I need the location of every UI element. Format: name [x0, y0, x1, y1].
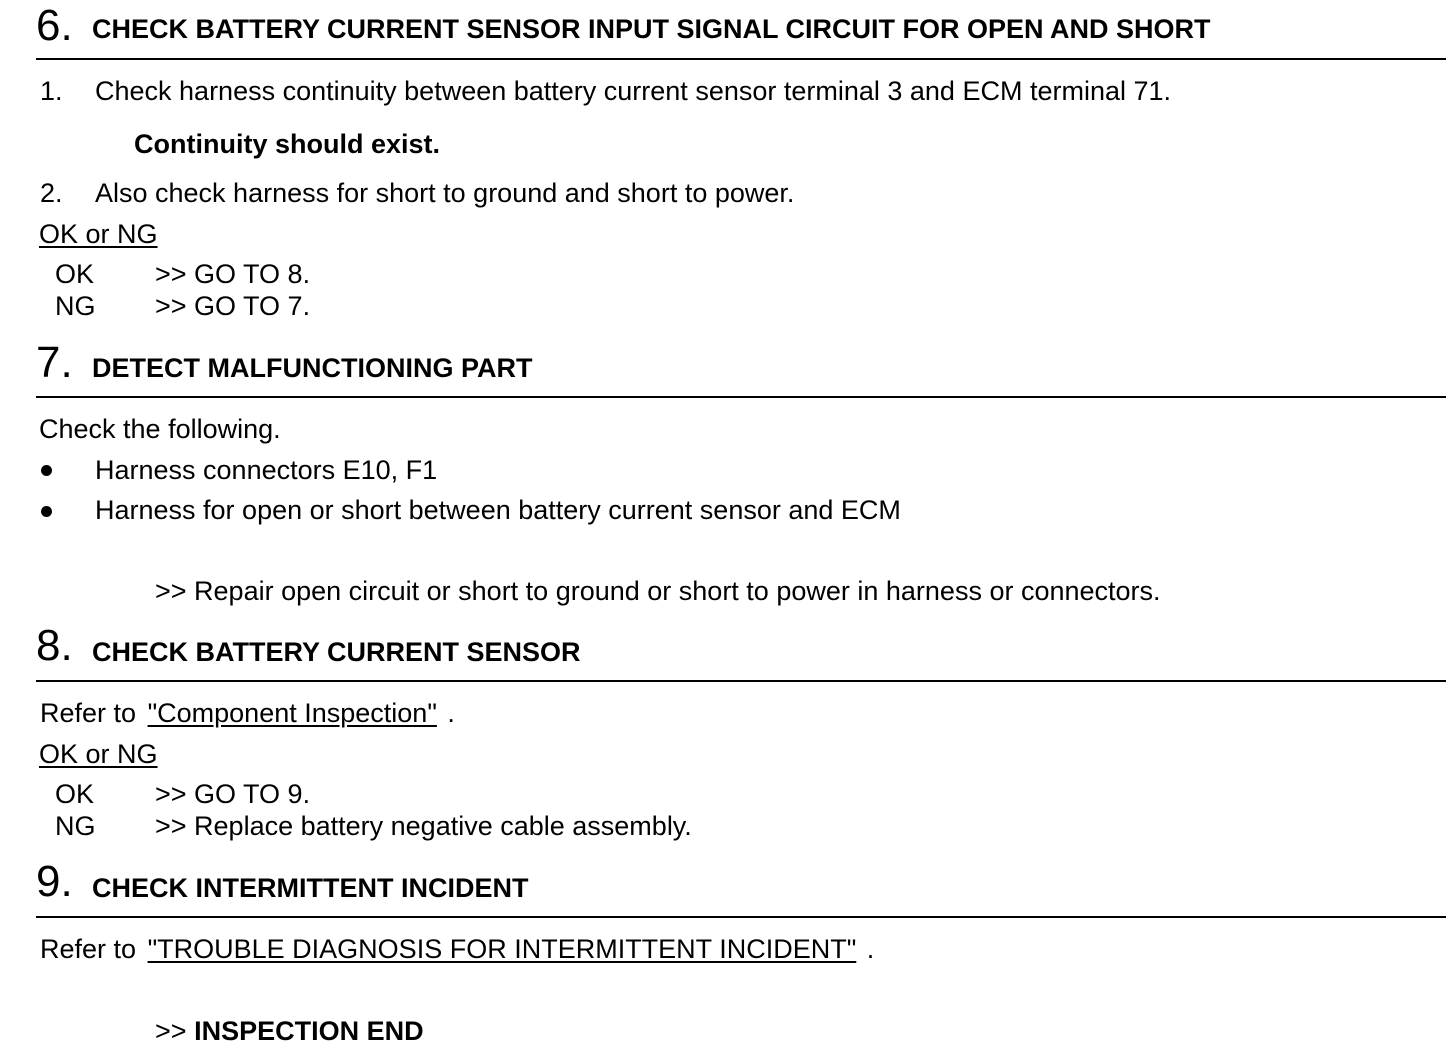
step-6-item-1-number: 1. [40, 76, 63, 106]
step-8-ok-action: >> GO TO 9. [155, 779, 311, 809]
step-8-number: 8. [36, 621, 73, 670]
trouble-diagnosis-link[interactable]: "TROUBLE DIAGNOSIS FOR INTERMITTENT INCIDENT" [147, 934, 857, 964]
step-9-end-line [155, 1018, 424, 1045]
step-8-ng-action: >> Replace battery negative cable assembly. [155, 811, 692, 841]
step-6-item-2-text: Also check harness for short to ground and short to power. [95, 178, 795, 208]
step-6-ok-action: >> GO TO 8. [155, 259, 311, 289]
step-6-ok-label: OK [55, 259, 95, 289]
component-inspection-link[interactable]: "Component Inspection" [147, 698, 437, 728]
step-6-title: CHECK BATTERY CURRENT SENSOR INPUT SIGNAL CIRCUIT FOR OPEN AND SHORT [92, 14, 1211, 44]
step-9-end-arrow: >> [155, 1016, 187, 1046]
step-7-bullet-1: Harness connectors E10, F1 [95, 455, 438, 485]
bullet-icon [41, 465, 52, 476]
step-8-refer-prefix: Refer to [40, 698, 137, 728]
step-6-ok-or-ng-heading: OK or NG [39, 219, 158, 249]
step-7-action: >> Repair open circuit or short to ground or short to power in harness or connectors. [155, 576, 1161, 606]
step-7-title: DETECT MALFUNCTIONING PART [92, 353, 533, 383]
step-6-ng-action: >> GO TO 7. [155, 291, 311, 321]
step-7-divider [36, 396, 1446, 398]
step-8-refer-line [40, 700, 455, 727]
step-6-item-2-number: 2. [40, 178, 63, 208]
bullet-icon [41, 506, 52, 517]
step-9-divider [36, 916, 1446, 918]
step-8-ng-label: NG [55, 811, 96, 841]
step-6-specification: Continuity should exist. [134, 129, 441, 159]
step-6-divider [36, 58, 1446, 60]
step-9-number: 9. [36, 857, 73, 906]
step-8-ok-or-ng-heading: OK or NG [39, 739, 158, 769]
step-6-number: 6. [36, 1, 73, 50]
step-7-number: 7. [36, 338, 73, 387]
step-7-intro: Check the following. [39, 414, 281, 444]
step-9-refer-prefix: Refer to [40, 934, 137, 964]
step-8-refer-suffix: . [447, 698, 455, 728]
step-8-ok-label: OK [55, 779, 95, 809]
step-6-ng-label: NG [55, 291, 96, 321]
step-9-refer-suffix: . [866, 934, 875, 964]
step-8-title: CHECK BATTERY CURRENT SENSOR [92, 637, 581, 667]
step-9-title: CHECK INTERMITTENT INCIDENT [92, 873, 529, 903]
step-7-bullet-2: Harness for open or short between battery current sensor and ECM [95, 495, 901, 525]
step-9-refer-line [40, 936, 874, 963]
step-8-divider [36, 680, 1446, 682]
step-6-item-1-text: Check harness continuity between battery current sensor terminal 3 and ECM terminal 71. [95, 76, 1172, 106]
inspection-end-label: INSPECTION END [194, 1016, 424, 1046]
